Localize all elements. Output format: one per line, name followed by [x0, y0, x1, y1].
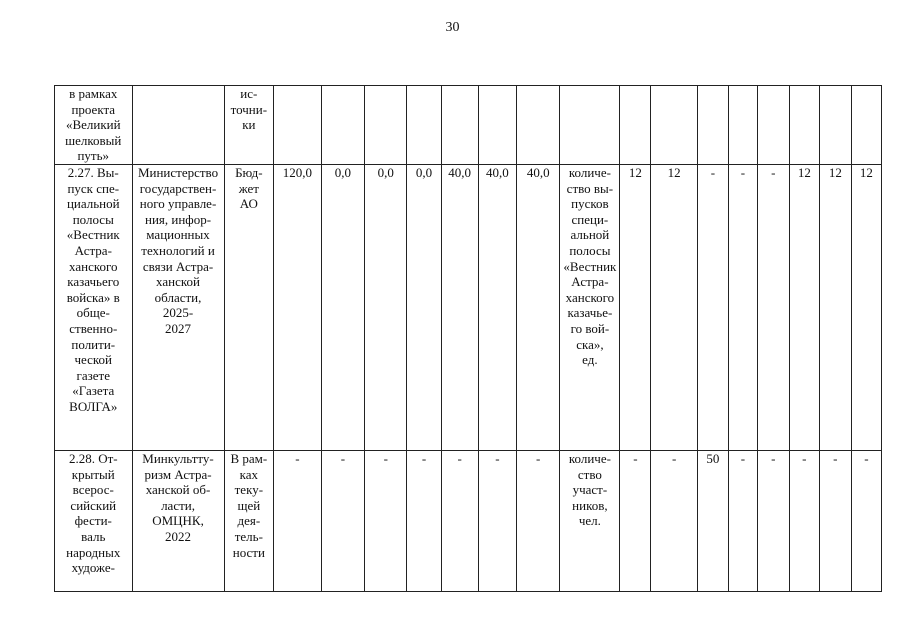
value-cell — [274, 86, 322, 165]
value-cell — [321, 86, 364, 165]
value-cell: - — [321, 450, 364, 591]
value-cell: - — [365, 450, 407, 591]
value-cell — [407, 86, 441, 165]
target-cell: - — [757, 164, 789, 450]
value-cell — [365, 86, 407, 165]
value-cell: - — [407, 450, 441, 591]
value-cell: 120,0 — [274, 164, 322, 450]
value-cell: - — [478, 450, 516, 591]
value-cell: - — [517, 450, 560, 591]
indicator-cell: количе- ство вы- пусков специ- альной полосы «Вестник Астра- ханского казачье- го вой- ска», ед. — [560, 164, 620, 450]
value-cell: - — [441, 450, 478, 591]
indicator-cell — [560, 86, 620, 165]
indicator-cell: количе- ство участ- ников, чел. — [560, 450, 620, 591]
target-cell: - — [757, 450, 789, 591]
executor-cell: Министерство государствен- ного управле- ния, инфор- мационных технологий и связи Астра- ханской области, 2025- 2027 — [132, 164, 224, 450]
target-cell — [789, 86, 819, 165]
activity-cell: 2.27. Вы- пуск спе- циальной полосы «Вестник Астра- ханского казачьего войска» в обще- ственно- полити- ческой газете «Газета ВОЛГА» — [55, 164, 133, 450]
source-cell: В рам- ках теку- щей дея- тель- ности — [224, 450, 274, 591]
program-table — [54, 85, 882, 592]
value-cell: 40,0 — [478, 164, 516, 450]
value-cell: 40,0 — [517, 164, 560, 450]
value-cell: - — [274, 450, 322, 591]
target-cell: - — [819, 450, 851, 591]
value-cell: 40,0 — [441, 164, 478, 450]
value-cell — [517, 86, 560, 165]
target-cell: 12 — [851, 164, 881, 450]
target-cell: - — [651, 450, 698, 591]
target-cell: - — [728, 450, 757, 591]
table-row — [55, 86, 882, 165]
value-cell: 0,0 — [407, 164, 441, 450]
target-cell — [620, 86, 651, 165]
target-cell: - — [789, 450, 819, 591]
target-cell: 12 — [789, 164, 819, 450]
table-row — [55, 164, 882, 450]
target-cell: 12 — [620, 164, 651, 450]
table-row — [55, 450, 882, 591]
target-cell — [757, 86, 789, 165]
value-cell: 0,0 — [365, 164, 407, 450]
target-cell — [819, 86, 851, 165]
target-cell: - — [620, 450, 651, 591]
target-cell: 50 — [697, 450, 728, 591]
target-cell — [851, 86, 881, 165]
executor-cell — [132, 86, 224, 165]
target-cell — [697, 86, 728, 165]
activity-cell: 2.28. От- крытый всерос- сийский фести- валь народных художе- — [55, 450, 133, 591]
target-cell: - — [697, 164, 728, 450]
source-cell: Бюд- жет АО — [224, 164, 274, 450]
target-cell: 12 — [819, 164, 851, 450]
target-cell: - — [728, 164, 757, 450]
target-cell — [651, 86, 698, 165]
activity-cell: в рамках проекта «Великий шелковый путь» — [55, 86, 133, 165]
target-cell: - — [851, 450, 881, 591]
executor-cell: Минкультту- ризм Астра- ханской об- ласти, ОМЦНК, 2022 — [132, 450, 224, 591]
target-cell: 12 — [651, 164, 698, 450]
value-cell — [478, 86, 516, 165]
value-cell: 0,0 — [321, 164, 364, 450]
page-number: 30 — [445, 20, 460, 35]
source-cell: ис- точни- ки — [224, 86, 274, 165]
target-cell — [728, 86, 757, 165]
value-cell — [441, 86, 478, 165]
